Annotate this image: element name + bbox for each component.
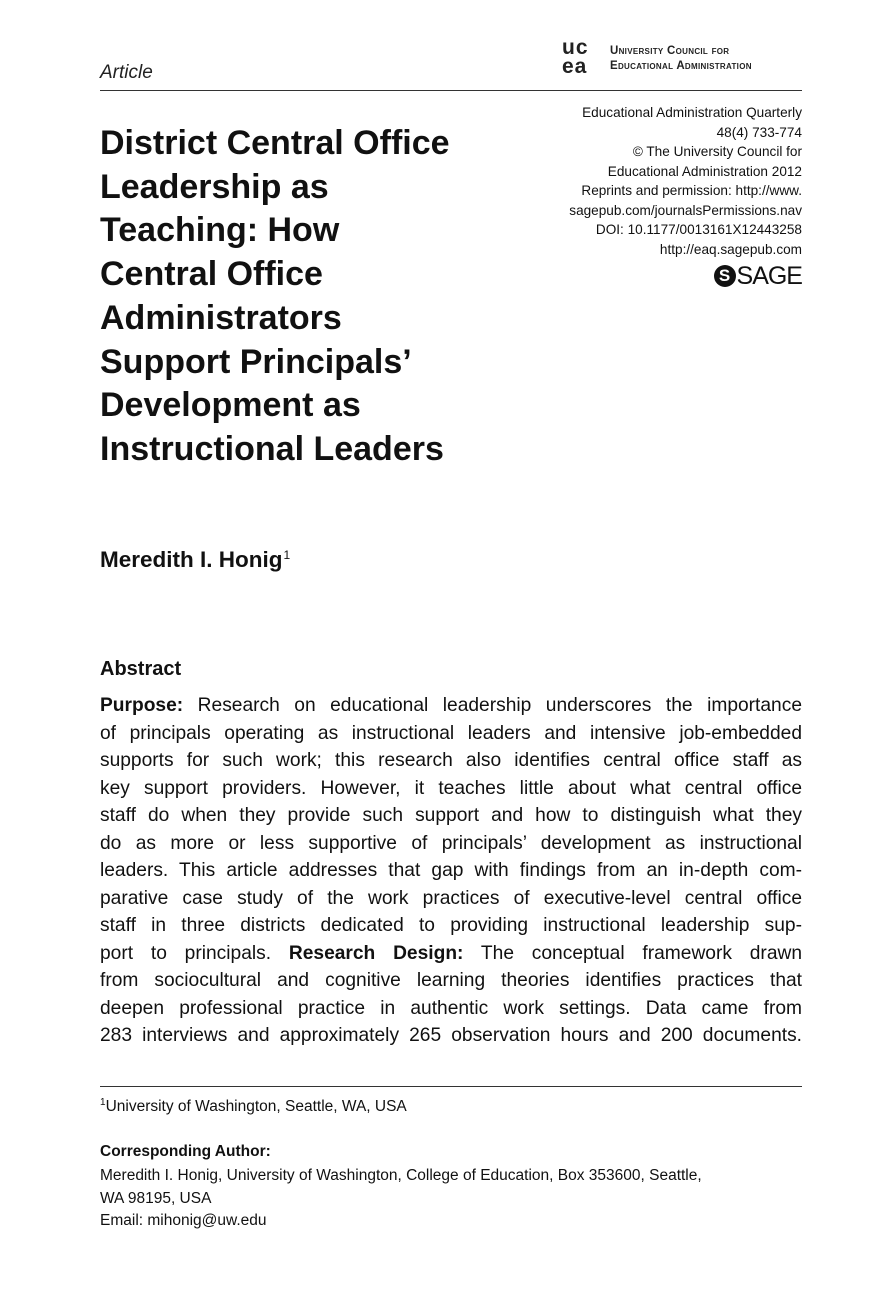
research-design-label: Research Design:	[288, 942, 464, 964]
journal-name: Educational Administration Quarterly	[582, 105, 802, 120]
abstract-line: do as more or less supportive of principals’ development as instructional	[100, 832, 802, 854]
article-type-label: Article	[100, 62, 153, 83]
corresponding-address: Meredith I. Honig, University of Washington, College of Education, Box 353600, Seattle,	[100, 1167, 702, 1184]
reprints-line: Reprints and permission: http://www.	[581, 183, 802, 198]
sage-logo-text: SAGE	[736, 261, 802, 290]
ucea-logo-name: University Council for Educational Administration	[610, 45, 752, 72]
abstract-line: port to principals. Research Design: The conceptual framework drawn	[100, 942, 802, 964]
journal-volume: 48(4) 733-774	[716, 124, 802, 140]
ucea-logo	[562, 38, 802, 80]
abstract-line: key support providers. However, it teaches little about what central office	[100, 777, 802, 799]
abstract-line: Purpose: Research on educational leadership underscores the importance	[100, 695, 802, 716]
footnote-divider	[100, 1086, 802, 1087]
abstract-line: leaders. This article addresses that gap with findings from an in-depth com-	[100, 860, 802, 881]
abstract-line: deepen professional practice in authentic work settings. Data came from	[100, 997, 802, 1019]
abstract-heading: Abstract	[100, 658, 182, 680]
abstract-line: staff in three districts dedicated to providing instructional leadership sup-	[100, 915, 802, 936]
author-name: Meredith I. Honig$^1$	[100, 547, 291, 572]
purpose-label: Purpose:	[100, 695, 184, 716]
article-title: District Central Office Leadership as Teaching: How Central Office Administrators Support Principals’ Development as Instructional Leaders	[100, 124, 450, 468]
abstract-line: 283 interviews and approximately 265 observation hours and 200 documents.	[100, 1025, 802, 1046]
corresponding-email: Email: mihonig@uw.edu	[100, 1212, 267, 1229]
doi-line: DOI: 10.1177/0013161X12443258	[595, 222, 802, 237]
header-divider	[100, 90, 802, 91]
abstract-line: from sociocultural and cognitive learning theories identifies practices that	[100, 970, 802, 991]
abstract-line: supports for such work; this research also identifies central office staff as	[100, 750, 802, 771]
ucea-logo-letters: uc ea	[562, 36, 589, 78]
reprints-line: sagepub.com/journalsPermissions.nav	[569, 202, 802, 218]
affiliation-mark: 1	[283, 547, 291, 562]
author-affiliation: $^1$University of Washington, Seattle, WA, USA	[100, 1097, 407, 1116]
corresponding-author-details	[100, 1165, 802, 1233]
affiliation-mark: 1	[100, 1097, 106, 1108]
abstract-line: parative case study of the work practices of executive-level central office	[100, 887, 802, 909]
journal-info	[512, 103, 802, 259]
copyright-line: Educational Administration 2012	[607, 163, 802, 179]
abstract-body	[100, 692, 802, 1050]
copyright-line: © The University Council for	[632, 144, 802, 159]
sage-logo	[714, 262, 802, 290]
corresponding-address: WA 98195, USA	[100, 1189, 212, 1207]
journal-url: http://eaq.sagepub.com	[659, 241, 802, 257]
abstract-line: staff do when they provide such support and how to distinguish what they	[100, 805, 802, 826]
sage-logo-icon: S	[714, 265, 736, 287]
corresponding-author-heading: Corresponding Author:	[100, 1143, 271, 1160]
abstract-line: of principals operating as instructional leaders and intensive job-embedded	[100, 722, 802, 744]
